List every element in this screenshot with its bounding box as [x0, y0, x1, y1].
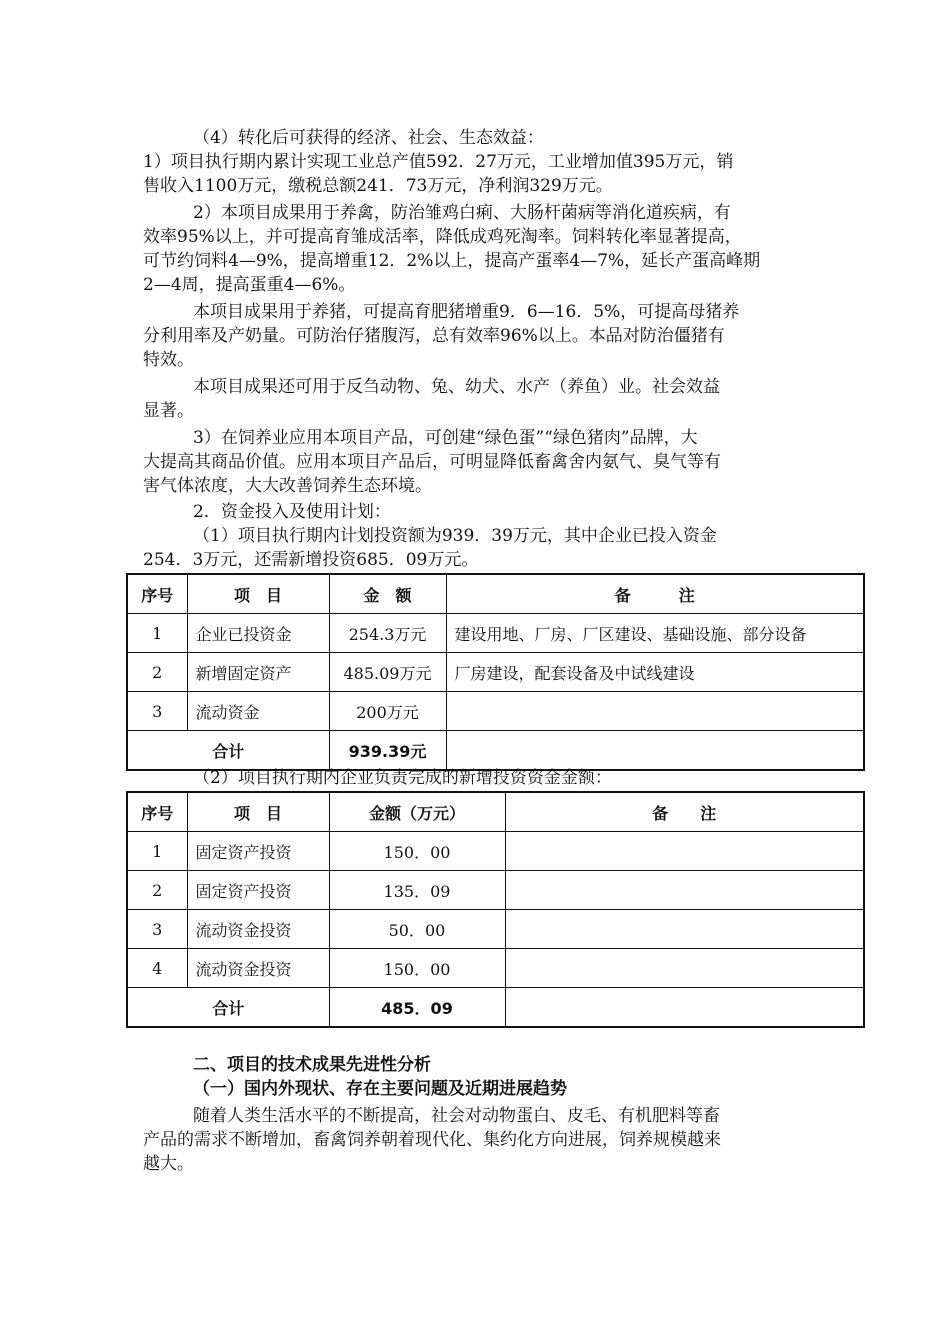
table-cell: 150．00 [329, 832, 505, 871]
table-row [127, 653, 864, 692]
paragraph-line: 可节约饲料4—9%，提高增重12．2%以上，提高产蛋率4—7%，延长产蛋高峰期 [143, 251, 761, 271]
paragraph-line: 3）在饲养业应用本项目产品，可创建“绿色蛋”“绿色猪肉”品牌，大 [193, 428, 698, 448]
paragraph-line: 分利用率及产奶量。可防治仔猪腹泻，总有效率96%以上。本品对防治僵猪有 [143, 326, 725, 346]
table-cell [446, 731, 864, 771]
total-label: 合计 [127, 988, 329, 1028]
new-investment-table [126, 791, 865, 1028]
table-cell: 1 [127, 614, 187, 653]
table-cell: 4 [127, 949, 187, 988]
header-cell: 备 注 [505, 792, 864, 832]
table-cell: 150．00 [329, 949, 505, 988]
header-cell: 金额（万元） [329, 792, 505, 832]
total-label: 合计 [127, 731, 329, 771]
funding-heading: 2．资金投入及使用计划： [193, 502, 391, 522]
table-total-row [127, 731, 864, 771]
table-cell: 3 [127, 910, 187, 949]
table-row [127, 832, 864, 871]
paragraph-line: 2—4周，提高蛋重4—6%。 [143, 275, 356, 295]
table-cell [505, 871, 864, 910]
header-cell: 项 目 [187, 574, 329, 614]
paragraph-line: 2）本项目成果用于养禽，防治雏鸡白痢、大肠杆菌病等消化道疾病，有 [193, 203, 731, 223]
table-cell [446, 692, 864, 731]
table-cell: 固定资产投资 [187, 832, 329, 871]
paragraph-line: 售收入1100万元，缴税总额241．73万元，净利润329万元。 [143, 176, 613, 196]
section-heading: 二、项目的技术成果先进性分析 [193, 1055, 431, 1075]
paragraph-line: 效率95%以上，并可提高育雏成活率，降低成鸡死淘率。饲料转化率显著提高， [143, 227, 742, 247]
table-cell [505, 988, 864, 1028]
table-header-row [127, 574, 864, 614]
table-cell: 2 [127, 871, 187, 910]
paragraph-line: 害气体浓度，大大改善饲养生态环境。 [143, 476, 432, 496]
table-cell: 流动资金 [187, 692, 329, 731]
table-cell: 1 [127, 832, 187, 871]
table-cell [505, 910, 864, 949]
table-row [127, 614, 864, 653]
header-cell: 金 额 [329, 574, 446, 614]
header-cell: 序号 [127, 574, 187, 614]
paragraph-line: 本项目成果用于养猪，可提高育肥猪增重9．6—16．5%，可提高母猪养 [193, 302, 740, 322]
table-row [127, 910, 864, 949]
paragraph-line: 越大。 [143, 1154, 194, 1174]
paragraph-line: 大提高其商品价值。应用本项目产品后，可明显降低畜禽舍内氨气、臭气等有 [143, 452, 721, 472]
table-cell: 流动资金投资 [187, 910, 329, 949]
header-cell: 序号 [127, 792, 187, 832]
benefits-heading: （4）转化后可获得的经济、社会、生态效益： [193, 128, 544, 148]
table-cell: 2 [127, 653, 187, 692]
paragraph-line: 本项目成果还可用于反刍动物、兔、幼犬、水产（养鱼）业。社会效益 [193, 377, 720, 397]
header-cell: 备 注 [446, 574, 864, 614]
table-cell [505, 949, 864, 988]
table-cell [505, 832, 864, 871]
paragraph-line: （2）项目执行期内企业负责完成的新增投资资金金额： [193, 768, 612, 788]
table-row [127, 692, 864, 731]
table-total-row [127, 988, 864, 1028]
table-cell: 50．00 [329, 910, 505, 949]
paragraph-line: 1）项目执行期内累计实现工业总产值592．27万元，工业增加值395万元，销 [143, 152, 734, 172]
paragraph-line: 特效。 [143, 350, 194, 370]
investment-table [126, 573, 865, 771]
subsection-heading: （一）国内外现状、存在主要问题及近期进展趋势 [193, 1079, 567, 1099]
table-cell: 流动资金投资 [187, 949, 329, 988]
table-cell: 3 [127, 692, 187, 731]
total-value: 485．09 [329, 988, 505, 1028]
paragraph-line: 产品的需求不断增加，畜禽饲养朝着现代化、集约化方向进展，饲养规模越来 [143, 1130, 721, 1150]
table-cell: 固定资产投资 [187, 871, 329, 910]
paragraph-line: 随着人类生活水平的不断提高，社会对动物蛋白、皮毛、有机肥料等畜 [193, 1106, 720, 1126]
table-row [127, 949, 864, 988]
table-cell: 485.09万元 [329, 653, 446, 692]
paragraph-line: （1）项目执行期内计划投资额为939．39万元，其中企业已投入资金 [193, 526, 717, 546]
table-cell: 建设用地、厂房、厂区建设、基础设施、部分设备 [446, 614, 864, 653]
table-cell: 254.3万元 [329, 614, 446, 653]
total-value: 939.39元 [329, 731, 446, 771]
paragraph-line: 显著。 [143, 401, 194, 421]
table-row [127, 871, 864, 910]
table-cell: 厂房建设，配套设备及中试线建设 [446, 653, 864, 692]
paragraph-line: 254．3万元，还需新增投资685．09万元。 [143, 550, 479, 570]
table-header-row [127, 792, 864, 832]
table-cell: 135．09 [329, 871, 505, 910]
table-cell: 200万元 [329, 692, 446, 731]
table-cell: 企业已投资金 [187, 614, 329, 653]
table-cell: 新增固定资产 [187, 653, 329, 692]
header-cell: 项 目 [187, 792, 329, 832]
